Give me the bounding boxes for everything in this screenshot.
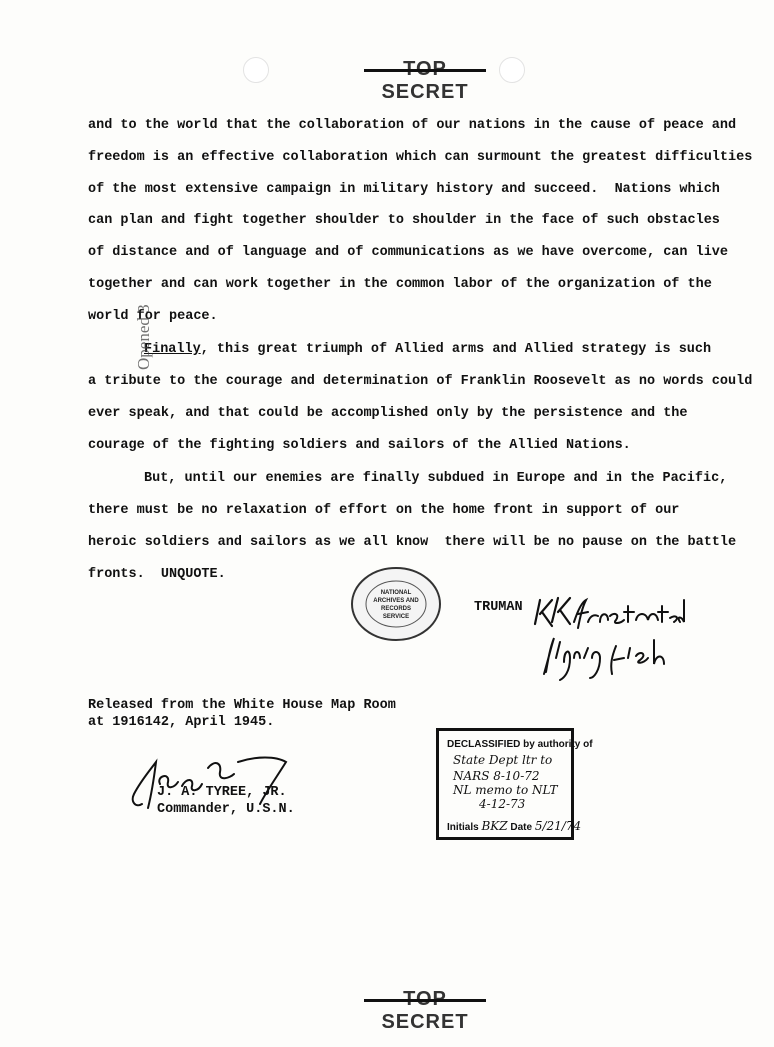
release-line-1: Released from the White House Map Room <box>88 698 396 713</box>
punch-hole-right <box>499 57 525 83</box>
stamp-date-label: Date <box>510 822 533 833</box>
paragraph3-line-1: But, until our enemies are finally subdued in Europe and in the Pacific, <box>144 471 728 486</box>
paragraph2-line-3: ever speak, and that could be accomplished only by the persistence and the <box>88 406 688 421</box>
body-line-1: and to the world that the collaboration of our nations in the cause of peace and <box>88 118 737 133</box>
paragraph2-line-4: courage of the fighting soldiers and sailors of the Allied Nations. <box>88 438 631 453</box>
archives-seal <box>350 566 442 642</box>
stamp-line-5: 4-12-73 <box>479 797 526 811</box>
stamp-line-3: NARS 8-10-72 <box>453 769 540 783</box>
stamp-initials-row <box>447 819 581 833</box>
paragraph2-line-2: a tribute to the courage and determination of Franklin Roosevelt as no words could <box>88 374 753 389</box>
finally-word: Finally <box>144 342 201 357</box>
paragraph3-line-4: fronts. UNQUOTE. <box>88 567 226 582</box>
body-line-3: of the most extensive campaign in military history and succeed. Nations which <box>88 182 720 197</box>
paragraph2-line-1 <box>144 342 711 358</box>
margin-stamp: Opened 3 <box>134 304 153 370</box>
release-line-2: at 1916142, April 1945. <box>88 715 275 730</box>
stamp-initials-label: Initials <box>447 822 479 833</box>
body-line-7: world for peace. <box>88 309 218 324</box>
body-line-4: can plan and fight together shoulder to shoulder in the face of such obstacles <box>88 213 720 228</box>
footer-classification-strike <box>364 999 486 1002</box>
stamp-initials-value: BKZ <box>481 819 508 833</box>
footer-classification <box>360 988 490 1034</box>
stamp-date-value: 5/21/74 <box>534 819 582 833</box>
header-classification-text: SECRET <box>381 81 469 103</box>
seal-center-line-4: SERVICE <box>382 614 410 620</box>
stamp-line-2: State Dept ltr to <box>453 753 553 767</box>
header-classification <box>360 58 490 104</box>
paragraph3-line-3: heroic soldiers and sailors as we all know there will be no pause on the battle <box>88 535 737 550</box>
officer-title: Commander, U.S.N. <box>157 802 295 817</box>
paragraph3-line-2: there must be no relaxation of effort on the home front in support of our <box>88 503 680 518</box>
declassification-stamp <box>436 728 593 840</box>
punch-hole-left <box>243 57 269 83</box>
seal-center-line-1: NATIONAL <box>380 590 412 596</box>
body-line-5: of distance and of language and of communications as we have overcome, can live <box>88 245 729 260</box>
paragraph2-line-1-rest: , this great triumph of Allied arms and Allied strategy is such <box>200 342 712 357</box>
body-line-6: together and can work together in the common labor of the organization of the <box>88 277 712 292</box>
stamp-line-4: NL memo to NLT <box>453 783 558 797</box>
handwritten-note <box>530 592 745 682</box>
header-classification-strike <box>364 69 486 72</box>
stamp-line-1: DECLASSIFIED by authority of <box>447 739 593 750</box>
signer-name: TRUMAN <box>474 600 523 615</box>
footer-classification-text: SECRET <box>381 1011 469 1033</box>
seal-center-line-3: RECORDS <box>380 606 412 612</box>
officer-name: J. A. TYREE, JR. <box>157 785 287 800</box>
body-line-2: freedom is an effective collaboration which can surmount the greatest difficulties <box>88 150 753 165</box>
seal-center-line-2: ARCHIVES AND <box>373 598 419 604</box>
